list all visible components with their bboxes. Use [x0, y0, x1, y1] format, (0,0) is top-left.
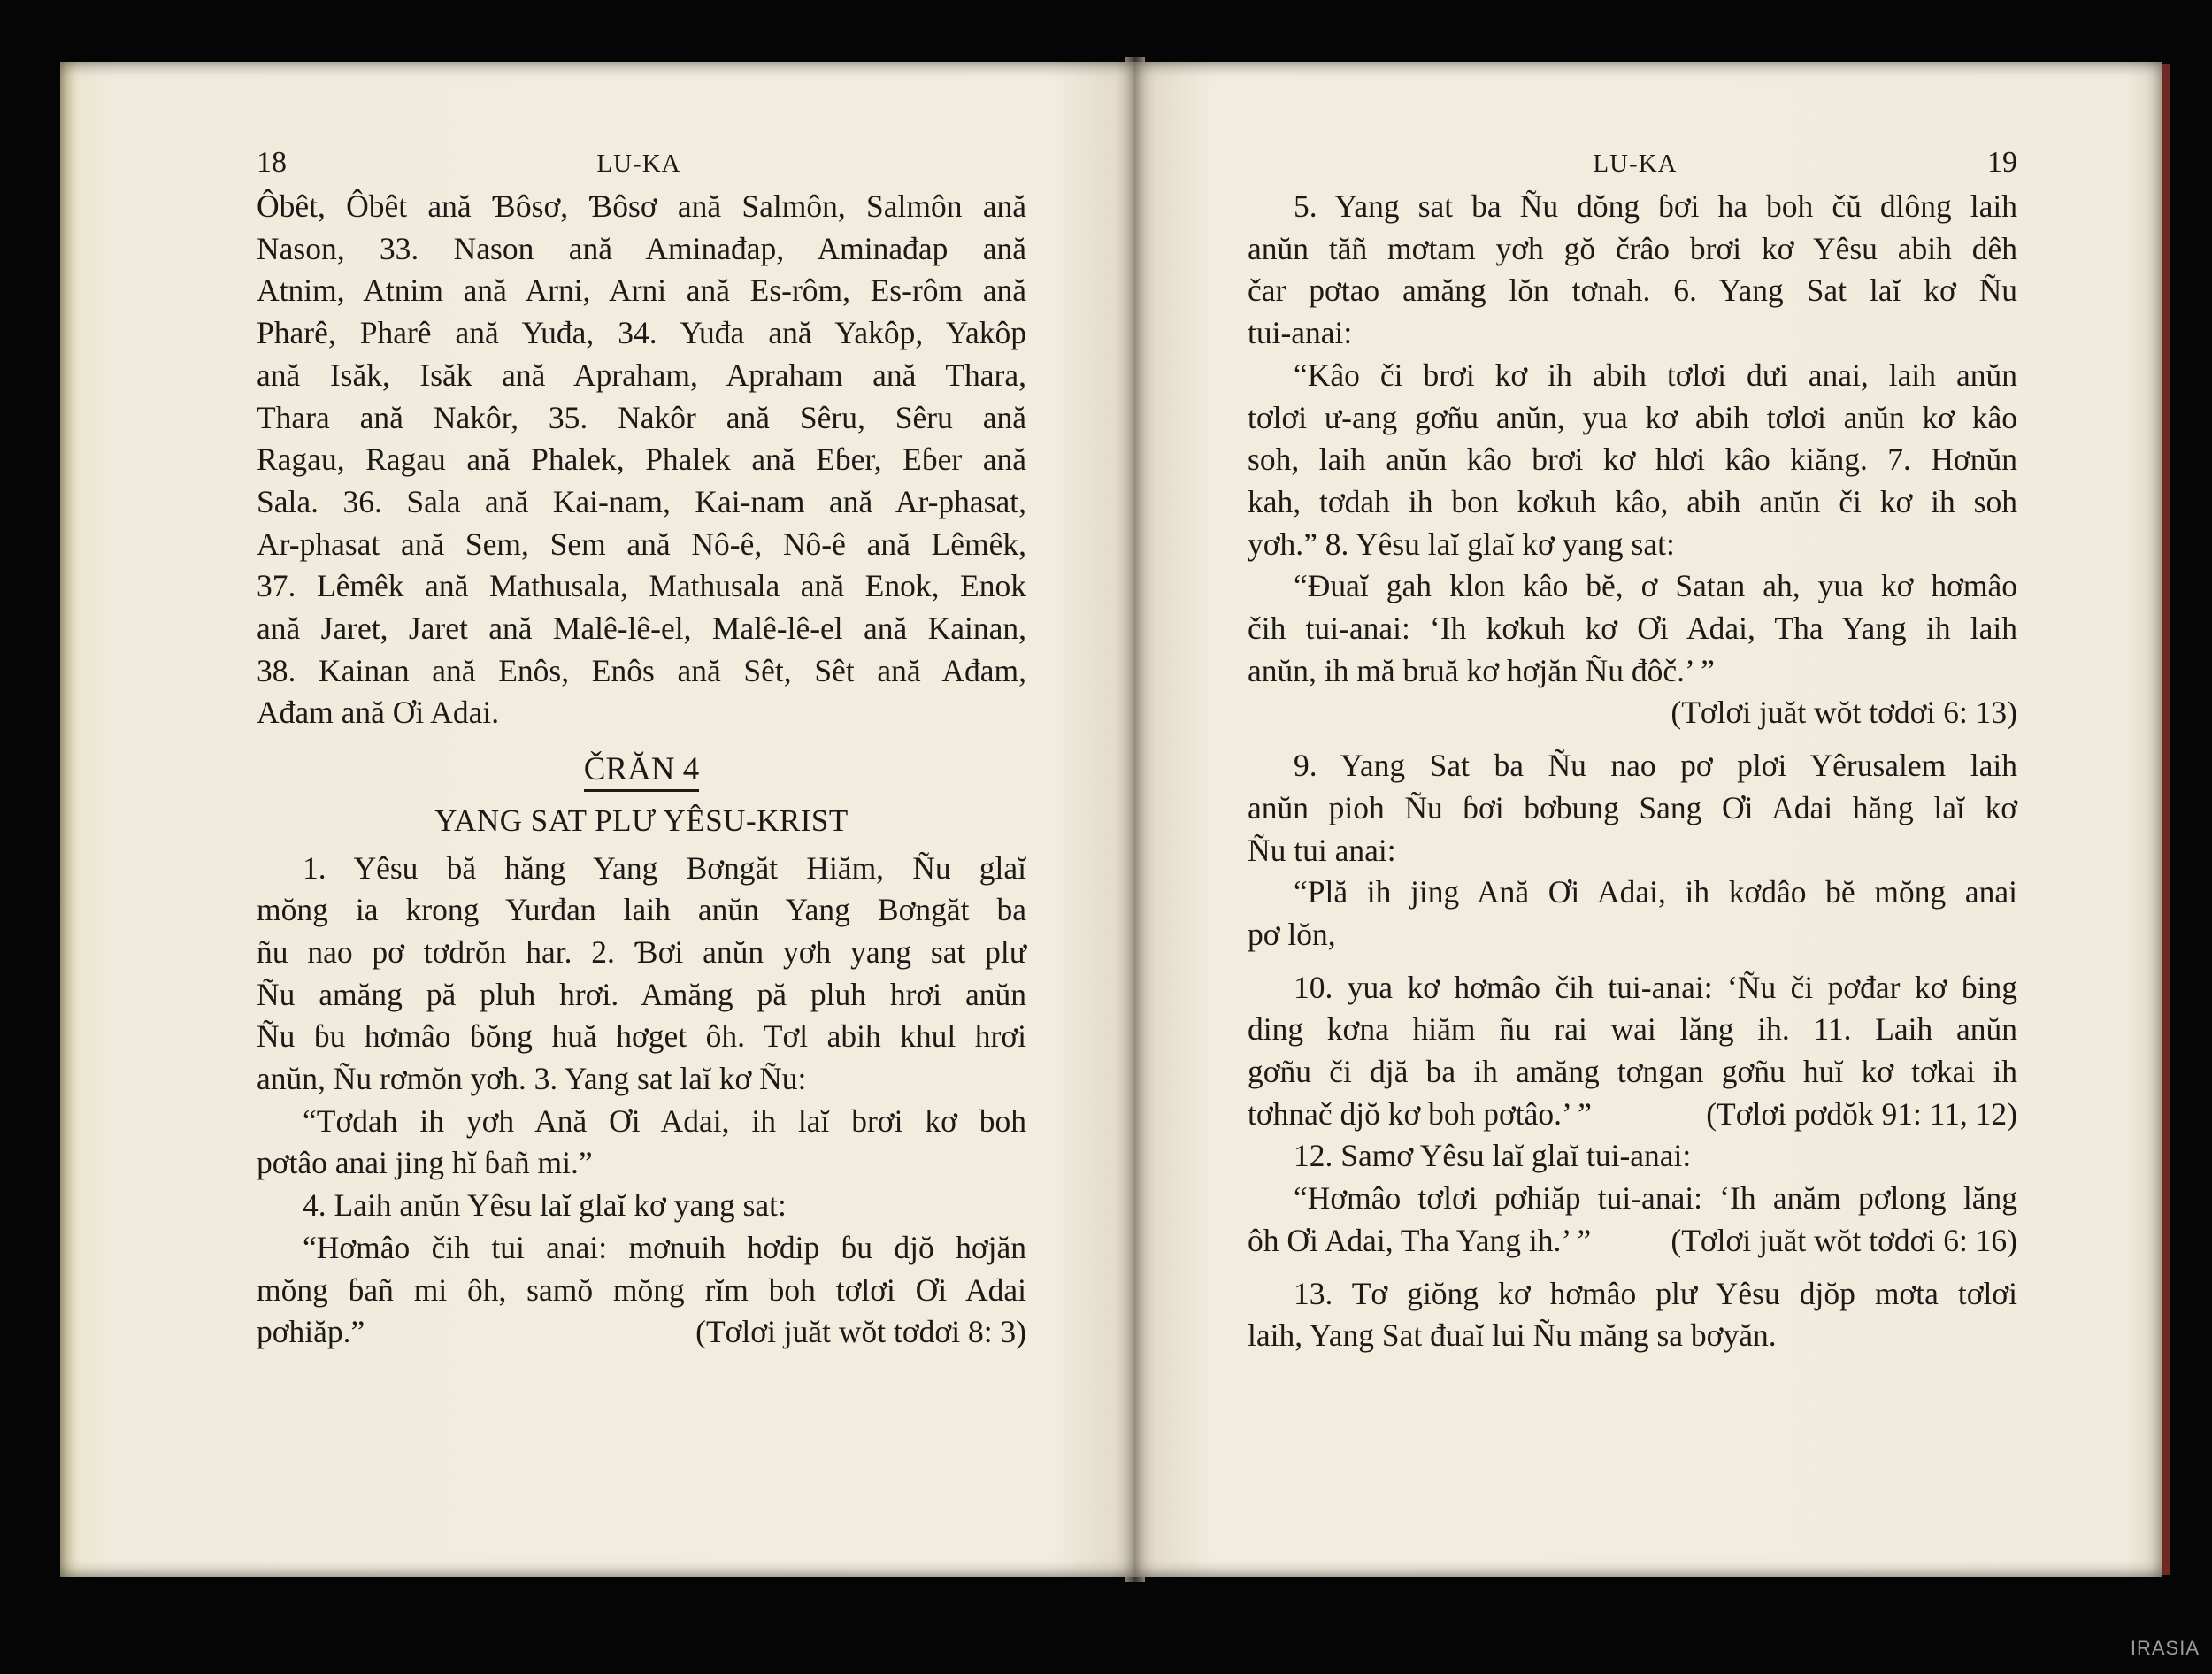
text-line: anŭn pioh Ñu ɓơi bơbung Sang Ơi Adai hăng laĭ kơ: [1248, 789, 2017, 825]
text-line: laih, Yang Sat đuaĭ lui Ñu măng sa bơyăn.: [1248, 1317, 1777, 1354]
quote-verse-12: [1248, 1178, 2017, 1262]
text-line: anŭn, ih mă bruă kơ hơjăn Ñu đôč.’ ”: [1248, 652, 1715, 688]
text-line: gơñu či djă ba ih amăng tơngan gơñu huĭ kơ tơkai ih: [1248, 1054, 2017, 1090]
text-line: čih tui-anai: ‘Ih kơkuh kơ Ơi Adai, Tha Yang ih laih: [1248, 610, 2017, 647]
verse-13: [1248, 1273, 2017, 1357]
text-line: Ragau, Ragau ană Phalek, Phalek ană Eɓer, Eɓer ană: [257, 442, 1026, 478]
text-line: “Hơmâo čih tui anai: mơnuih hơdip ɓu djŏ hơjăn: [303, 1229, 1026, 1265]
scripture-reference: (Tơlơi juăt wŏt tơdơi 6: 13): [1671, 695, 2017, 731]
text-line: kah, tơdah ih bon kơkuh kâo, abih anŭn či kơ ih soh: [1248, 483, 2017, 519]
book-edge: [2162, 64, 2170, 1575]
page-number-left: 18: [257, 146, 287, 179]
quote-12-end-line: [1248, 1220, 2017, 1263]
running-title-right: LU-KA: [1593, 150, 1678, 178]
scripture-reference: (Tơlơi juăt wŏt tơdơi 8: 3): [695, 1314, 1026, 1350]
text-line: yơh.” 8. Yêsu laĭ glaĭ kơ yang sat:: [1248, 526, 1675, 562]
quote-end: pơhiăp.”: [257, 1314, 365, 1350]
left-running-head: [257, 142, 1026, 186]
quote-end-line: [257, 1311, 1026, 1354]
text-line: ană Isăk, Isăk ană Apraham, Apraham ană Thara,: [257, 357, 1026, 393]
text-line: 37. Lêmêk ană Mathusala, Mathusala ană Enok, Enok: [257, 568, 1026, 604]
right-running-head: [1248, 142, 2017, 186]
quote-verse-9: [1248, 872, 2017, 956]
verses-5-6: [1248, 186, 2017, 355]
text-line: soh, laih anŭn kâo brơi kơ hlơi kâo kiăng. 7. Hơnŭn: [1248, 442, 2017, 478]
text-line: 9. Yang Sat ba Ñu nao pơ plơi Yêrusalem laih: [1294, 748, 2017, 784]
text-line: mŏng ia krong Yurđan laih anŭn Yang Bơngăt ba: [257, 892, 1026, 928]
text-line: ding kơna hiăm ñu rai wai lăng ih. 11. Laih anŭn: [1248, 1011, 2017, 1048]
text-line: Ôbêt, Ôbêt ană Ɓôsơ, Ɓôsơ ană Salmôn, Salmôn ană: [257, 188, 1026, 224]
text-line: “Tơdah ih yơh Ană Ơi Adai, ih laĭ brơi kơ boh: [303, 1102, 1026, 1139]
quote-verse-8: [1248, 565, 2017, 734]
text-line: Nason, 33. Nason ană Aminađap, Aminađap ană: [257, 230, 1026, 266]
text-line: Thara ană Nakôr, 35. Nakôr ană Sêru, Sêru ană: [257, 399, 1026, 435]
text-line: 1. Yêsu bă hăng Yang Bơngăt Hiăm, Ñu glaĭ: [303, 849, 1026, 886]
text-line: Ađam ană Ơi Adai.: [257, 695, 500, 731]
text-line: mŏng ɓañ mi ôh, samŏ mŏng rĭm boh tơlơi Ơi Adai: [257, 1271, 1026, 1308]
verse-9: [1248, 745, 2017, 872]
text-line: “Hơmâo tơlơi pơhiăp tui-anai: ‘Ih anăm pơlong lăng: [1294, 1180, 2017, 1217]
verses-1-3: [257, 848, 1026, 1101]
right-page-text: [1248, 142, 2017, 1357]
text-line: Ñu ɓu hơmâo ɓŏng huă hơget ôh. Tơl abih khul hrơi: [257, 1018, 1026, 1055]
text-line: čar pơtao amăng lŏn tơnah. 6. Yang Sat laĭ kơ Ñu: [1248, 273, 2017, 309]
section-heading: YANG SAT PLƯ YÊSU-KRIST: [434, 802, 849, 838]
quote-verse-6: [1248, 355, 2017, 566]
text-line: pơtâo anai jing hĭ ɓañ mi.”: [257, 1145, 593, 1181]
text-line: 38. Kainan ană Enôs, Enôs ană Sêt, Sêt ană Ađam,: [257, 652, 1026, 688]
text-line: Ar-phasat ană Sem, Sem ană Nô-ê, Nô-ê ană Lêmêk,: [257, 526, 1026, 562]
quote-verse-4: [257, 1227, 1026, 1354]
verse-end: tơhnač djŏ kơ boh pơtâo.’ ”: [1248, 1095, 1592, 1132]
genealogy-paragraph: [257, 186, 1026, 734]
scripture-reference: (Tơlơi pơdŏk 91: 11, 12): [1706, 1095, 2017, 1132]
text-line: Sala. 36. Sala ană Kai-nam, Kai-nam ană Ar-phasat,: [257, 483, 1026, 519]
verse-11-end-line: [1248, 1094, 2017, 1136]
text-line: Pharê, Pharê ană Yuđa, 34. Yuđa ană Yakôp, Yakôp: [257, 315, 1026, 351]
page-number-right: 19: [1986, 146, 2017, 179]
quote-verse-3: [257, 1101, 1026, 1185]
text-line: “Plă ih jing Ană Ơi Adai, ih kơdâo bĕ mŏng anai: [1294, 874, 2017, 910]
chapter-label: ČRĂN 4: [584, 751, 700, 792]
text-line: anŭn, Ñu rơmŏn yơh. 3. Yang sat laĭ kơ Ñu:: [257, 1061, 807, 1097]
text-line: “Kâo či brơi kơ ih abih tơlơi dưi anai, laih anŭn: [1294, 357, 2017, 393]
verses-10-11: [1248, 967, 2017, 1136]
text-line: 13. Tơ giŏng kơ hơmâo plư Yêsu djŏp mơta tơlơi: [1294, 1275, 2017, 1311]
text-line: 5. Yang sat ba Ñu dŏng ɓơi ha boh čŭ dlông laih: [1294, 188, 2017, 224]
text-line: tơlơi ư-ang gơñu anŭn, yua kơ abih tơlơi anŭn kơ kâo: [1248, 399, 2017, 435]
text-line: tui-anai:: [1248, 315, 1353, 351]
chapter-title: [257, 749, 1026, 791]
text-line: “Đuaĭ gah klon kâo bĕ, ơ Satan ah, yua kơ hơmâo: [1294, 568, 2017, 604]
left-page-text: [257, 142, 1026, 1354]
text-line: anŭn tăñ mơtam yơh gŏ črâo brơi kơ Yêsu abih dêh: [1248, 230, 2017, 266]
text-line: Ñu tui anai:: [1248, 832, 1396, 868]
text-line: 10. yua kơ hơmâo čih tui-anai: ‘Ñu či pơđar kơ ɓing: [1294, 969, 2017, 1005]
verse-12: 12. Samơ Yêsu laĭ glaĭ tui-anai:: [1294, 1138, 1692, 1174]
watermark-text: IRASIA: [2130, 1637, 2200, 1659]
verse-4: 4. Laih anŭn Yêsu laĭ glaĭ kơ yang sat:: [303, 1187, 787, 1224]
text-line: ană Jaret, Jaret ană Malê-lê-el, Malê-lê-el ană Kainan,: [257, 610, 1026, 647]
text-line: Atnim, Atnim ană Arni, Arni ană Es-rôm, Es-rôm ană: [257, 273, 1026, 309]
text-line: Ñu amăng pă pluh hrơi. Amăng pă pluh hrơi anŭn: [257, 976, 1026, 1012]
running-title-left: LU-KA: [596, 150, 681, 178]
text-line: ñu nao pơ tơdrŏn har. 2. Ɓơi anŭn yơh yang sat plư: [257, 933, 1026, 970]
scripture-reference: (Tơlơi juăt wŏt tơdơi 6: 16): [1671, 1222, 2017, 1258]
text-line: pơ lŏn,: [1248, 916, 1336, 952]
quote-end: ôh Ơi Adai, Tha Yang ih.’ ”: [1248, 1222, 1592, 1258]
